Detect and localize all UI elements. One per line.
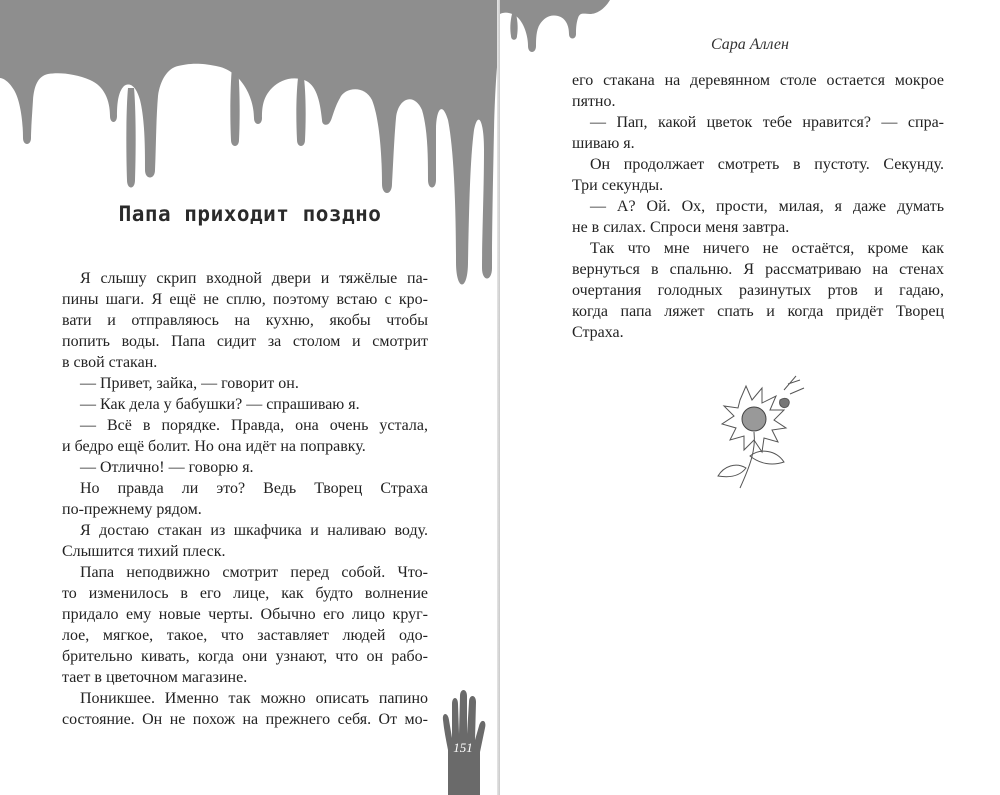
text-line: и бедро ещё болит. Но она идёт на поправку. bbox=[62, 438, 366, 455]
text-line: по-прежнему рядом. bbox=[62, 501, 202, 518]
text-line: — Всё в порядке. Правда, она очень устала, bbox=[80, 417, 428, 434]
text-line: его стакана на деревянном столе остается мокрое bbox=[572, 72, 944, 89]
text-line: — А? Ой. Ох, прости, милая, я даже думать bbox=[590, 198, 944, 215]
text-line: пины шаги. Я ещё не сплю, поэтому встаю с кро- bbox=[62, 291, 428, 308]
text-line: придало ему новые черты. Обычно его лицо круг- bbox=[62, 606, 428, 623]
running-head-author: Сара Аллен bbox=[711, 36, 789, 53]
text-line: Я достаю стакан из шкафчика и наливаю воду. bbox=[80, 522, 428, 539]
text-line: — Отлично! — говорю я. bbox=[80, 459, 254, 476]
right-page-body bbox=[572, 70, 944, 343]
text-line: в свой стакан. bbox=[62, 354, 158, 371]
text-line: Три секунды. bbox=[572, 177, 664, 194]
sunflower-illustration bbox=[700, 370, 820, 490]
left-page-body bbox=[62, 268, 428, 730]
chapter-title: Папа приходит поздно bbox=[118, 202, 382, 226]
text-line: состояние. Он не похож на прежнего себя. От мо- bbox=[62, 711, 428, 728]
text-line: шиваю я. bbox=[572, 135, 635, 152]
text-line: Я слышу скрип входной двери и тяжёлые па- bbox=[80, 270, 428, 287]
text-line: — Как дела у бабушки? — спрашиваю я. bbox=[80, 396, 360, 413]
text-line: брительно кивать, когда они узнают, что он рабо- bbox=[62, 648, 428, 665]
text-line: пятно. bbox=[572, 93, 616, 110]
text-line: то изменилось в его лице, как будто волнение bbox=[62, 585, 428, 602]
text-line: Так что мне ничего не остаётся, кроме как bbox=[590, 240, 944, 257]
text-line: вати и отправляюсь на кухню, якобы чтобы bbox=[62, 312, 428, 329]
text-line: когда папа ляжет спать и когда придёт Творец bbox=[572, 303, 944, 320]
text-line: тает в цветочном магазине. bbox=[62, 669, 248, 686]
text-line: Но правда ли это? Ведь Творец Страха bbox=[80, 480, 428, 497]
text-line: Папа неподвижно смотрит перед собой. Что- bbox=[80, 564, 428, 581]
text-line: лое, мягкое, такое, что заставляет людей одо- bbox=[62, 627, 428, 644]
text-line: очертания голодных разинутых ртов и гадаю, bbox=[572, 282, 944, 299]
text-line: Слышится тихий плеск. bbox=[62, 543, 226, 560]
page-number: 151 bbox=[453, 740, 473, 755]
text-line: — Пап, какой цветок тебе нравится? — спра- bbox=[590, 114, 944, 131]
text-line: Страха. bbox=[572, 324, 624, 341]
right-page bbox=[500, 0, 1000, 795]
text-line: попить воды. Папа сидит за столом и смотрит bbox=[62, 333, 428, 350]
text-line: не в силах. Спроси меня завтра. bbox=[572, 219, 790, 236]
text-line: вернуться в спальню. Я рассматриваю на стенах bbox=[572, 261, 944, 278]
text-line: Поникшее. Именно так можно описать папино bbox=[80, 690, 428, 707]
text-line: — Привет, зайка, — говорит он. bbox=[80, 375, 299, 392]
text-line: Он продолжает смотреть в пустоту. Секунду. bbox=[590, 156, 944, 173]
